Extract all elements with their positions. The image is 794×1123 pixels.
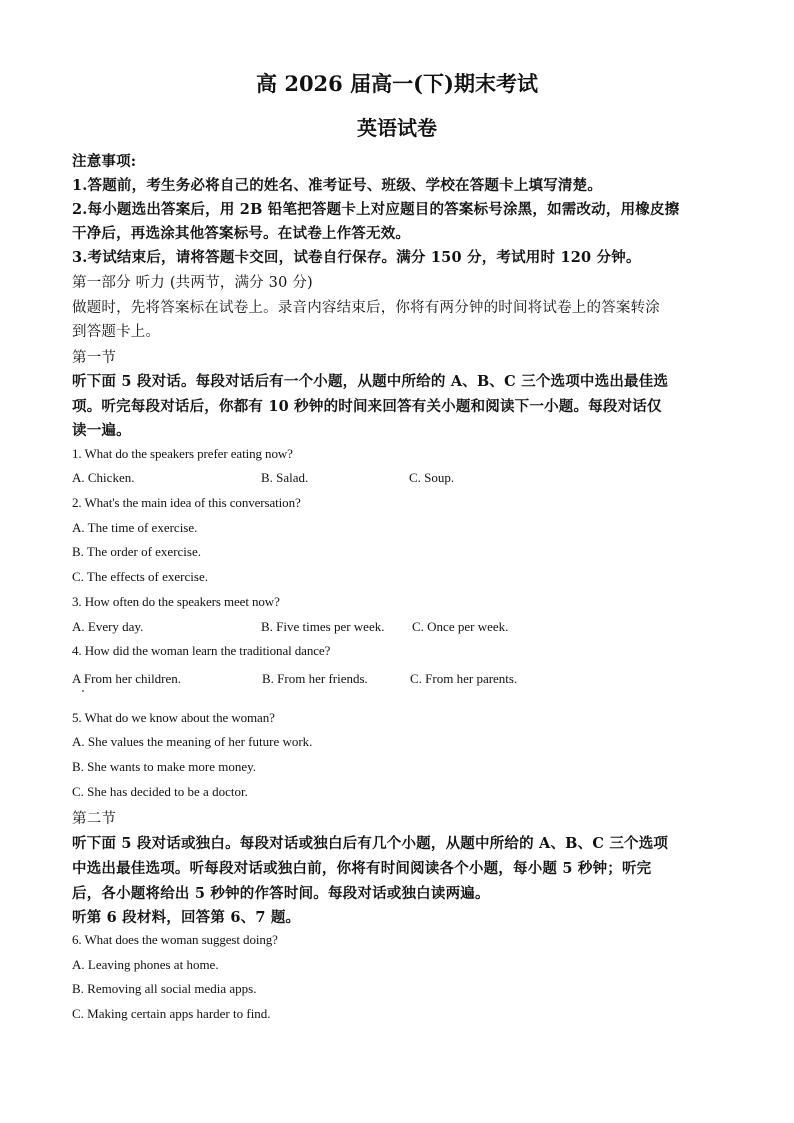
- question-2: 2. What's the main idea of this conversation?: [72, 495, 301, 510]
- q1-option-c: C. Soup.: [409, 470, 455, 485]
- q5-option-a: A. She values the meaning of her future work.: [72, 734, 313, 749]
- section1-intro-a: 听下面 5 段对话。每段对话后有一个小题，从题中所给的 A、B、C 三个选项中选出最佳选: [72, 373, 669, 390]
- notice-item-2b: 干净后，再选涂其他答案标号。在试卷上作答无效。: [72, 225, 411, 242]
- section1-intro-b: 项。听完每段对话后，你都有 10 秒钟的时间来回答有关小题和阅读下一小题。每段对话仅: [72, 398, 662, 415]
- section2-intro-b: 中选出最佳选项。听每段对话或独白前，你将有时间阅读各个小题，每小题 5 秒钟；听完: [72, 860, 652, 877]
- section2-heading: 第二节: [72, 811, 117, 827]
- exam-title: 高 2026 届高一(下)期末考试: [256, 71, 538, 96]
- q6-option-a: A. Leaving phones at home.: [72, 957, 219, 972]
- q3-option-c: C. Once per week.: [412, 619, 509, 634]
- q1-option-a: A. Chicken.: [72, 470, 135, 485]
- question-6: 6. What does the woman suggest doing?: [72, 932, 278, 947]
- q6-option-c: C. Making certain apps harder to find.: [72, 1006, 271, 1021]
- q4-option-a: A From her children.: [72, 671, 182, 686]
- q2-option-b: B. The order of exercise.: [72, 544, 201, 559]
- question-3: 3. How often do the speakers meet now?: [72, 594, 280, 609]
- section1-intro-c: 读一遍。: [72, 422, 131, 439]
- notice-heading: 注意事项:: [72, 153, 137, 170]
- q2-option-c: C. The effects of exercise.: [72, 569, 208, 584]
- section1-heading: 第一节: [72, 350, 117, 366]
- q4-option-b: B. From her friends.: [262, 671, 368, 686]
- q3-option-b: B. Five times per week.: [261, 619, 385, 634]
- part1-intro-b: 到答题卡上。: [72, 324, 161, 340]
- section2-intro-a: 听下面 5 段对话或独白。每段对话或独白后有几个小题，从题中所给的 A、B、C 三个选项: [72, 835, 669, 852]
- question-4: 4. How did the woman learn the traditional dance?: [72, 643, 331, 658]
- stray-dot: [82, 690, 84, 692]
- notice-item-3: 3.考试结束后，请将答题卡交回，试卷自行保存。满分 150 分，考试用时 120 分钟。: [72, 249, 641, 266]
- part1-heading: 第一部分 听力 (共两节，满分 30 分): [72, 275, 313, 291]
- part1-intro-a: 做题时，先将答案标在试卷上。录音内容结束后，你将有两分钟的时间将试卷上的答案转涂: [72, 300, 660, 316]
- section2-intro-c: 后，各小题将给出 5 秒钟的作答时间。每段对话或独白读两遍。: [72, 885, 490, 902]
- question-1: 1. What do the speakers prefer eating now?: [72, 446, 293, 461]
- q2-option-a: A. The time of exercise.: [72, 520, 198, 535]
- section2-material: 听第 6 段材料，回答第 6、7 题。: [72, 909, 301, 926]
- q5-option-b: B. She wants to make more money.: [72, 759, 257, 774]
- notice-item-1: 1.答题前，考生务必将自己的姓名、准考证号、班级、学校在答题卡上填写清楚。: [72, 177, 603, 194]
- q5-option-c: C. She has decided to be a doctor.: [72, 784, 248, 799]
- q1-option-b: B. Salad.: [261, 470, 309, 485]
- notice-item-2a: 2.每小题选出答案后，用 2B 铅笔把答题卡上对应题目的答案标号涂黑，如需改动，用橡皮擦: [72, 201, 680, 218]
- question-5: 5. What do we know about the woman?: [72, 710, 275, 725]
- q4-option-c: C. From her parents.: [410, 671, 518, 686]
- exam-subtitle: 英语试卷: [357, 116, 437, 140]
- q3-option-a: A. Every day.: [72, 619, 144, 634]
- q6-option-b: B. Removing all social media apps.: [72, 981, 257, 996]
